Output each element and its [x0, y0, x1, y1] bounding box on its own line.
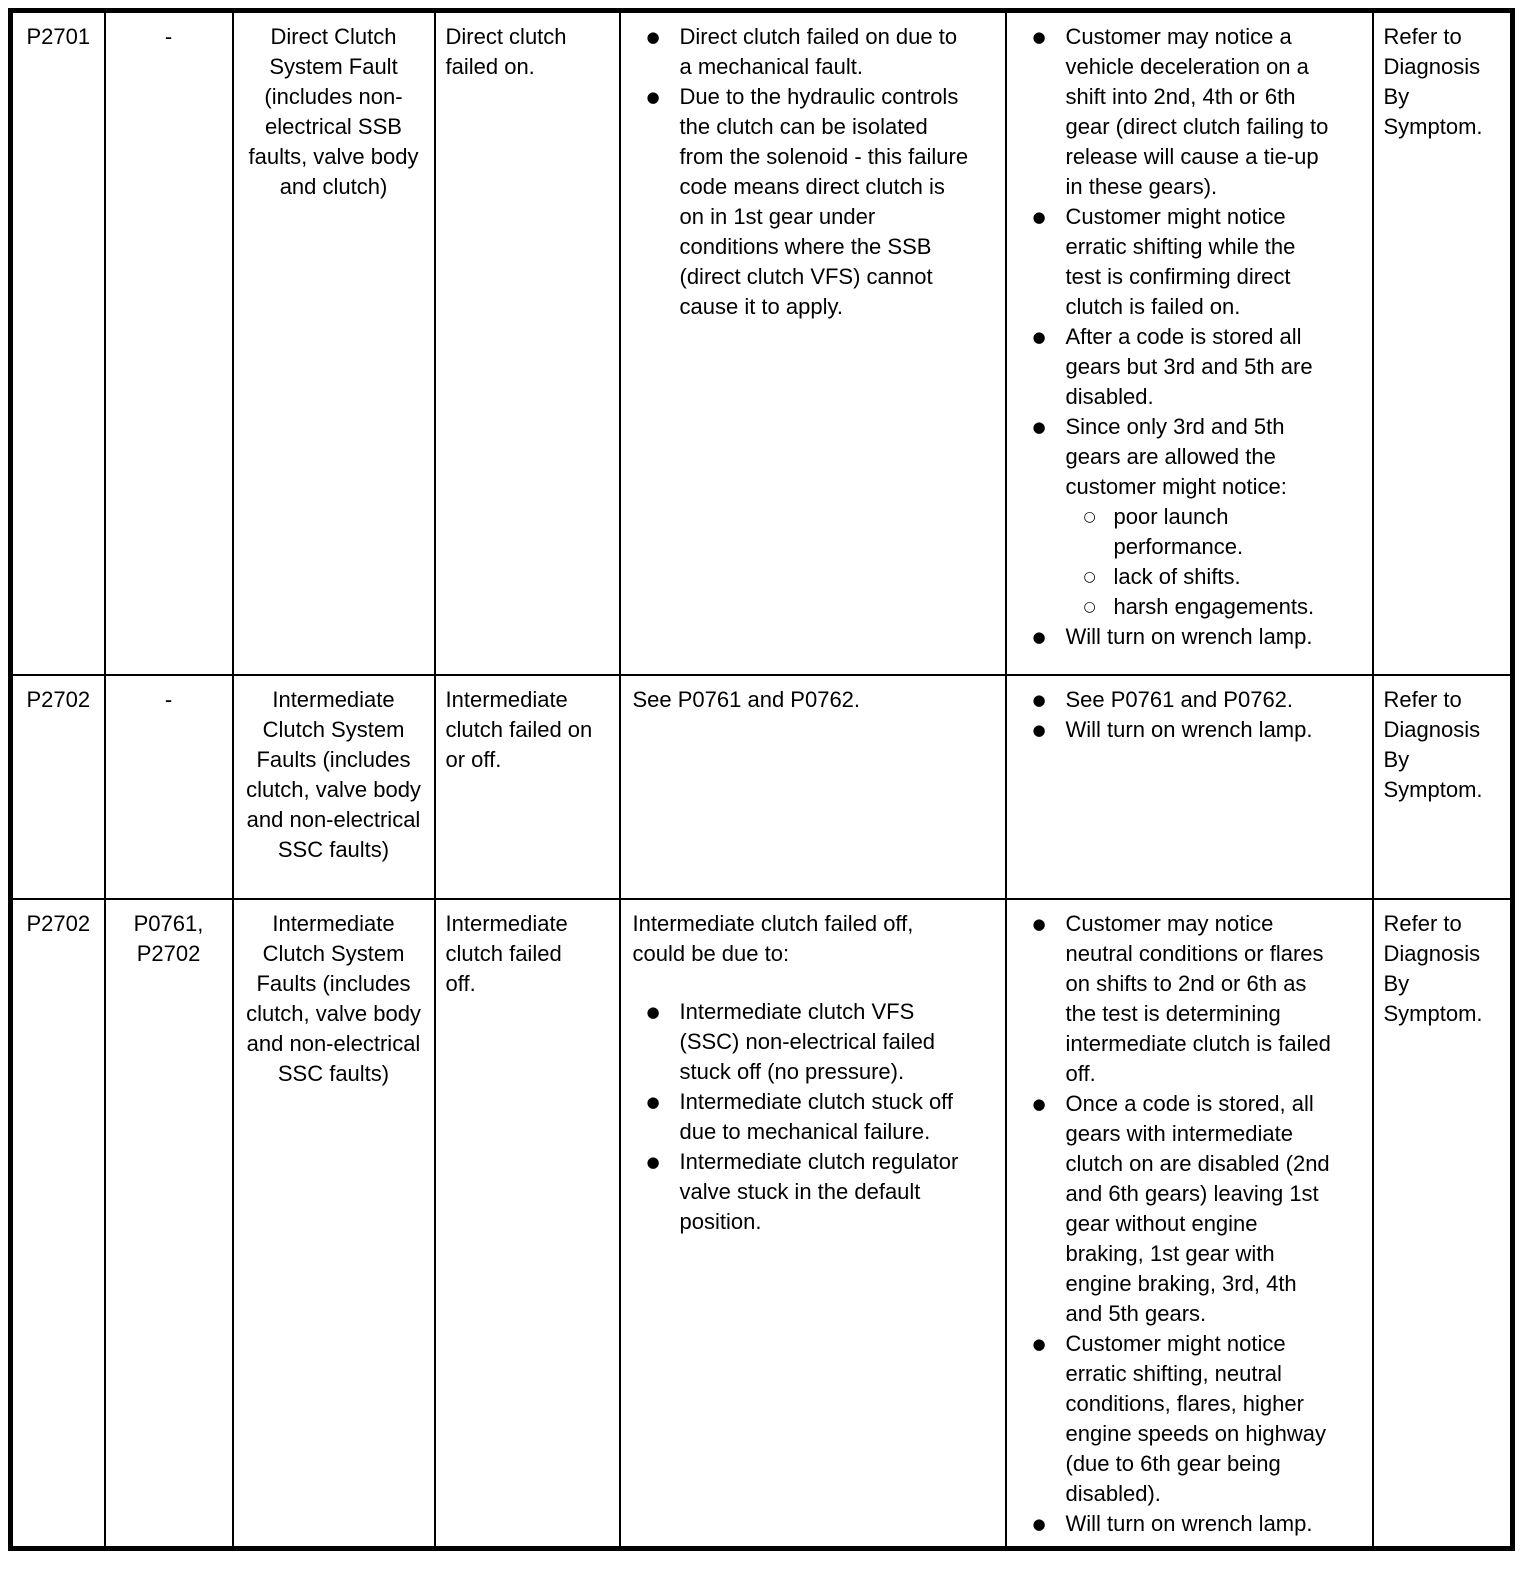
bullet-item	[1019, 1509, 1332, 1539]
table-row	[11, 11, 1513, 675]
bullet-text: Since only 3rd and 5th gears are allowed the customer might notice:	[1065, 414, 1287, 499]
description-text: Intermediate Clutch System Faults (includes clutch, valve body and non-electrical SSC faults)	[246, 686, 421, 862]
bullet-icon: ●	[1032, 328, 1046, 346]
bullet-icon: ●	[1032, 914, 1046, 933]
bullet-item	[633, 1147, 970, 1237]
bullet-icon: ●	[646, 1092, 660, 1111]
sub-bullet-item	[1019, 562, 1332, 592]
failure-mode-text: Direct clutch failed on.	[445, 24, 567, 79]
description-cell	[233, 899, 435, 1549]
customer-symptoms-cell	[1006, 899, 1373, 1549]
dtc-code-cell	[11, 899, 105, 1549]
description-cell	[233, 11, 435, 675]
bullet-item	[1019, 909, 1332, 1089]
bullet-icon: ●	[1032, 1094, 1046, 1113]
bullet-text: Customer might notice erratic shifting while the test is confirming direct clutch is failed on.	[1065, 204, 1296, 319]
customer-symptoms-cell	[1006, 11, 1373, 675]
action-text: Refer to Diagnosis By Symptom.	[1383, 686, 1483, 802]
description-text: Intermediate Clutch System Faults (includes clutch, valve body and non-electrical SSC faults)	[246, 910, 421, 1086]
dtc-table	[8, 8, 1515, 1551]
sub-bullet-text: poor launch performance.	[1113, 504, 1244, 559]
bullet-icon: ●	[646, 88, 660, 106]
bullet-item	[633, 82, 970, 322]
bullet-icon: ●	[1032, 1334, 1046, 1353]
bullet-text: Will turn on wrench lamp.	[1065, 624, 1313, 649]
dtc-code: P2702	[26, 686, 91, 712]
action-cell	[1373, 899, 1513, 1549]
related-dtc-cell	[105, 675, 233, 899]
sub-bullet-icon: ○	[1083, 509, 1096, 525]
bullet-item	[1019, 412, 1332, 502]
related-dtc-cell	[105, 899, 233, 1549]
bullet-icon: ●	[1032, 1514, 1046, 1533]
failure-mode-text: Intermediate clutch failed on or off.	[445, 686, 593, 772]
bullet-item	[633, 22, 970, 82]
bullet-text: After a code is stored all gears but 3rd and 5th are disabled.	[1065, 324, 1313, 409]
bullet-text: Will turn on wrench lamp.	[1065, 716, 1313, 742]
dtc-code-cell	[11, 675, 105, 899]
sub-bullet-icon: ○	[1083, 569, 1096, 585]
action-cell	[1373, 11, 1513, 675]
bullet-icon: ●	[1032, 28, 1046, 46]
bullet-text: Will turn on wrench lamp.	[1065, 1510, 1313, 1536]
table-row	[11, 899, 1513, 1549]
bullet-item	[1019, 715, 1332, 745]
bullet-item	[1019, 622, 1332, 652]
bullet-text: Intermediate clutch VFS (SSC) non-electrical failed stuck off (no pressure).	[679, 998, 936, 1084]
related-dtc-cell	[105, 11, 233, 675]
sub-bullet-item	[1019, 502, 1332, 562]
related-dtc: -	[164, 24, 173, 49]
bullet-icon: ●	[646, 1002, 660, 1021]
bullet-text: Customer may notice neutral conditions or flares on shifts to 2nd or 6th as the test is determining intermediate clutch is failed off.	[1065, 910, 1331, 1086]
failure-details-text: See P0761 and P0762.	[632, 686, 861, 712]
bullet-icon: ●	[1032, 208, 1046, 226]
bullet-item	[1019, 322, 1332, 412]
failure-details-cell	[620, 11, 1006, 675]
bullet-text: See P0761 and P0762.	[1065, 686, 1294, 712]
bullet-item	[633, 1087, 970, 1147]
sub-bullet-item	[1019, 592, 1332, 622]
action-cell	[1373, 675, 1513, 899]
bullet-icon: ●	[646, 1152, 660, 1171]
bullet-icon: ●	[1032, 720, 1046, 739]
bullet-item	[633, 997, 970, 1087]
bullet-item	[1019, 202, 1332, 322]
related-dtc: P0761, P2702	[133, 910, 204, 966]
failure-mode-cell	[435, 899, 620, 1549]
customer-symptoms-cell	[1006, 675, 1373, 899]
related-dtc: -	[164, 686, 173, 712]
failure-details-cell	[620, 675, 1006, 899]
dtc-code-cell	[11, 11, 105, 675]
bullet-text: Intermediate clutch regulator valve stuck in the default position.	[679, 1148, 959, 1234]
bullet-text: Customer might notice erratic shifting, neutral conditions, flares, higher engine speeds on highway (due to 6th gear being disabled).	[1065, 1330, 1327, 1506]
bullet-icon: ●	[1032, 690, 1046, 709]
bullet-item	[1019, 22, 1332, 202]
bullet-text: Customer may notice a vehicle deceleration on a shift into 2nd, 4th or 6th gear (direct clutch failing to release will cause a tie-up in these gears).	[1065, 24, 1329, 199]
action-text: Refer to Diagnosis By Symptom.	[1383, 910, 1483, 1026]
bullet-text: Once a code is stored, all gears with intermediate clutch on are disabled (2nd and 6th gears) leaving 1st gear without engine braking, 1st gear with engine braking, 3rd, 4th and 5th gears.	[1065, 1090, 1330, 1326]
failure-mode-cell	[435, 675, 620, 899]
bullet-item	[1019, 685, 1332, 715]
dtc-code: P2702	[26, 910, 91, 936]
dtc-code: P2701	[26, 24, 91, 49]
failure-details-intro: Intermediate clutch failed off, could be due to:	[632, 910, 914, 966]
description-text: Direct Clutch System Fault (includes non-electrical SSB faults, valve body and clutch)	[248, 24, 419, 199]
table-row	[11, 675, 1513, 899]
sub-bullet-text: lack of shifts.	[1113, 564, 1241, 589]
bullet-icon: ●	[646, 28, 660, 46]
action-text: Refer to Diagnosis By Symptom.	[1383, 24, 1483, 139]
bullet-text: Intermediate clutch stuck off due to mechanical failure.	[679, 1088, 954, 1144]
failure-details-cell	[620, 899, 1006, 1549]
bullet-item	[1019, 1329, 1332, 1509]
bullet-item	[1019, 1089, 1332, 1329]
failure-mode-cell	[435, 11, 620, 675]
bullet-text: Due to the hydraulic controls the clutch can be isolated from the solenoid - this failure code means direct clutch is on in 1st gear under conditions where the SSB (direct clutch VFS) cannot cause it to apply.	[679, 84, 969, 319]
bullet-icon: ●	[1032, 418, 1046, 436]
sub-bullet-text: harsh engagements.	[1113, 594, 1315, 619]
failure-mode-text: Intermediate clutch failed off.	[445, 910, 568, 996]
bullet-icon: ●	[1032, 628, 1046, 646]
sub-bullet-icon: ○	[1083, 599, 1096, 615]
bullet-text: Direct clutch failed on due to a mechanical fault.	[679, 24, 958, 79]
description-cell	[233, 675, 435, 899]
